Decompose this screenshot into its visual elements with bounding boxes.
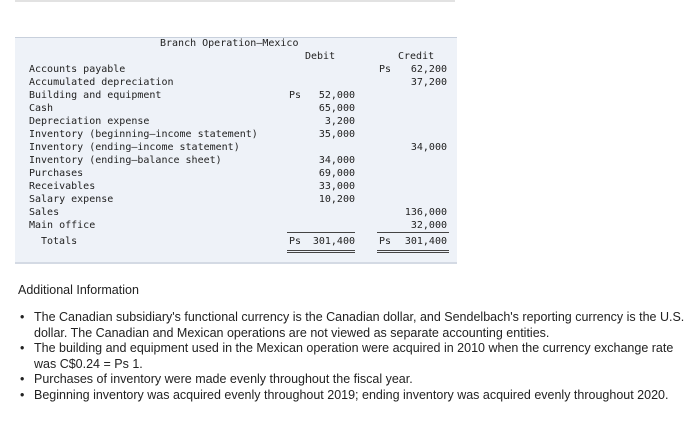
table-row: [15, 90, 457, 103]
account-name: Salary expense: [29, 194, 114, 205]
account-name: Accumulated depreciation: [29, 77, 174, 88]
debit-total-double-rule-bottom: [287, 252, 355, 253]
credit-currency-symbol: Ps: [379, 236, 392, 247]
account-name: Inventory (ending—balance sheet): [29, 155, 222, 166]
debit-subtotal-rule: [287, 232, 355, 233]
account-name: Sales: [29, 207, 60, 218]
debit-total-double-rule-top: [287, 250, 355, 251]
account-name: Depreciation expense: [29, 116, 150, 127]
list-item: • The Canadian subsidiary's functional currency is the Canadian dollar, and Sendelbach's reporting currency is the U.S. dollar. The Canadian and Mexican operations are not viewed as separate accounting entities.: [18, 310, 688, 341]
credit-value: 34,000: [410, 142, 447, 153]
additional-info-heading: Additional Information: [18, 283, 139, 297]
table-row: [15, 116, 457, 129]
table-row: [15, 142, 457, 155]
debit-value: 34,000: [318, 155, 355, 166]
debit-currency-symbol: Ps: [289, 90, 302, 101]
table-row: [15, 64, 457, 77]
account-name: Purchases: [29, 168, 84, 179]
totals-row: [15, 236, 457, 249]
table-row: [15, 129, 457, 142]
debit-column-header: Debit: [305, 51, 336, 62]
top-divider: [15, 0, 455, 2]
additional-info-list: [18, 310, 688, 403]
table-row: [15, 155, 457, 168]
credit-total-double-rule-bottom: [377, 252, 449, 253]
list-item: • Purchases of inventory were made evenly throughout the fiscal year.: [18, 372, 688, 388]
debit-value: 52,000: [318, 90, 355, 101]
credit-value: 136,000: [404, 207, 447, 218]
account-name: Accounts payable: [29, 64, 126, 75]
credit-value: 62,200: [410, 64, 447, 75]
table-row: [15, 207, 457, 220]
account-name: Main office: [29, 220, 96, 231]
credit-total: 301,400: [404, 236, 447, 247]
trial-balance-table: [15, 37, 457, 264]
table-row: [15, 194, 457, 207]
account-name: Cash: [29, 103, 54, 114]
table-row: [15, 103, 457, 116]
debit-currency-symbol: Ps: [289, 236, 302, 247]
table-row: [15, 168, 457, 181]
table-title: Branch Operation—Mexico: [160, 38, 299, 49]
debit-value: 3,200: [324, 116, 355, 127]
credit-subtotal-rule: [377, 232, 449, 233]
credit-total-double-rule-top: [377, 250, 449, 251]
account-name: Receivables: [29, 181, 96, 192]
account-name: Building and equipment: [29, 90, 162, 101]
credit-value: 37,200: [410, 77, 447, 88]
credit-currency-symbol: Ps: [379, 64, 392, 75]
debit-total: 301,400: [312, 236, 355, 247]
table-row: [15, 181, 457, 194]
list-item: • Beginning inventory was acquired evenly throughout 2019; ending inventory was acquired evenly throughout 2020.: [18, 388, 688, 404]
list-item: • The building and equipment used in the Mexican operation were acquired in 2010 when the currency exchange rate was C$0.24 = Ps 1.: [18, 341, 688, 372]
totals-label: Totals: [41, 236, 78, 247]
debit-value: 35,000: [318, 129, 355, 140]
credit-value: 32,000: [410, 220, 447, 231]
debit-value: 65,000: [318, 103, 355, 114]
account-name: Inventory (beginning—income statement): [29, 129, 258, 140]
account-name: Inventory (ending—income statement): [29, 142, 240, 153]
debit-value: 10,200: [318, 194, 355, 205]
table-row: [15, 77, 457, 90]
credit-column-header: Credit: [398, 51, 435, 62]
debit-value: 33,000: [318, 181, 355, 192]
debit-value: 69,000: [318, 168, 355, 179]
